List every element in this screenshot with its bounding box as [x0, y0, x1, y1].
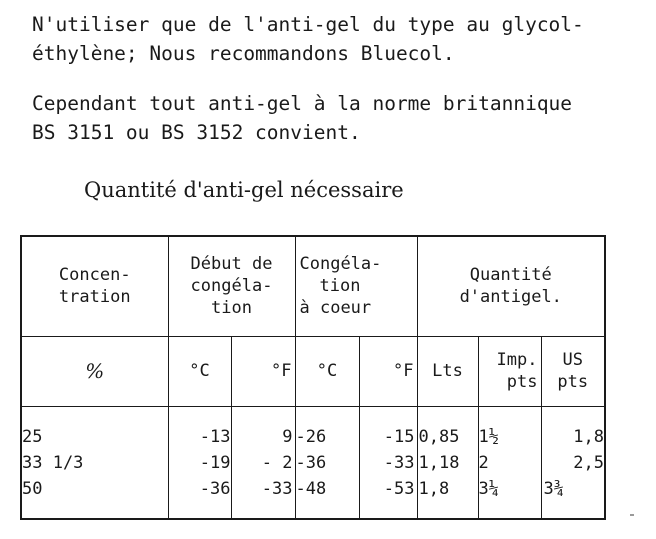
header-line: Imp. — [496, 350, 538, 370]
paragraph-antifreeze-type — [32, 10, 584, 68]
unit-debut-fahrenheit: °F — [231, 336, 295, 406]
unit-imperial-pints — [478, 336, 541, 406]
cell-value: 9 — [282, 426, 293, 447]
cell-value: -19 — [199, 452, 231, 473]
cell-value: -48 — [295, 478, 327, 499]
header-line: Congéla- — [299, 254, 382, 275]
cell-value: 1½ — [478, 426, 499, 447]
cell-value: -33 — [261, 478, 293, 499]
cell-value: -33 — [383, 452, 415, 473]
header-line: d'antigel. — [459, 287, 562, 308]
cell-concentration — [21, 406, 168, 519]
unit-coeur-fahrenheit: °F — [359, 336, 417, 406]
paragraph-british-standard — [32, 89, 572, 147]
cell-debut-celsius — [168, 406, 231, 519]
header-line: congéla- — [190, 276, 273, 297]
paragraph-line: N'utiliser que de l'anti-gel du type au glycol- — [32, 13, 584, 36]
cell-value: 33 1/3 — [22, 452, 84, 473]
paragraph-line: BS 3151 ou BS 3152 convient. — [32, 121, 361, 144]
cell-imperial-pints — [478, 406, 541, 519]
header-line: pts — [506, 372, 538, 392]
cell-value: -36 — [295, 452, 327, 473]
unit-us-pints — [541, 336, 605, 406]
cell-value: 3¾ — [543, 478, 564, 499]
header-line: à coeur — [299, 298, 372, 319]
paragraph-line: Cependant tout anti-gel à la norme britannique — [32, 92, 573, 115]
header-line: tion — [211, 298, 252, 319]
cell-value: 3¼ — [478, 478, 499, 499]
header-line: Début de — [190, 254, 273, 275]
cell-value: - 2 — [261, 452, 293, 473]
cell-value: 1,8 — [573, 426, 604, 447]
header-line: tration — [58, 287, 131, 308]
cell-value: -26 — [295, 426, 327, 447]
header-quantite-antigel — [417, 236, 605, 336]
unit-coeur-celsius: °C — [295, 336, 359, 406]
cell-value: -15 — [383, 426, 415, 447]
cell-coeur-celsius — [295, 406, 359, 519]
cell-value: 2,5 — [573, 452, 604, 473]
table-units-row — [21, 336, 605, 406]
cell-value: -13 — [199, 426, 231, 447]
cell-value: 0,85 — [418, 426, 460, 447]
unit-debut-celsius: °C — [168, 336, 231, 406]
header-line: pts — [557, 372, 589, 392]
unit-percent: % — [21, 336, 168, 406]
cell-value: -53 — [383, 478, 415, 499]
cell-value: 25 — [22, 426, 43, 447]
cell-value: 50 — [22, 478, 43, 499]
table-caption: Quantité d'anti-gel nécessaire — [84, 178, 404, 202]
header-line: US — [562, 350, 583, 370]
scan-speck — [630, 514, 634, 516]
cell-value: 1,8 — [418, 478, 450, 499]
cell-value: 1,18 — [418, 452, 460, 473]
header-debut-congelation — [168, 236, 295, 336]
paragraph-line: éthylène; Nous recommandons Bluecol. — [32, 42, 455, 65]
header-line: tion — [319, 276, 361, 297]
cell-value: -36 — [199, 478, 231, 499]
header-line: Concen- — [58, 265, 131, 286]
cell-value: 2 — [478, 452, 489, 473]
antifreeze-quantity-table — [20, 235, 606, 520]
unit-litres: Lts — [417, 336, 478, 406]
header-congelation-coeur — [295, 236, 417, 336]
header-concentration — [21, 236, 168, 336]
header-line: Quantité — [469, 265, 552, 286]
cell-coeur-fahrenheit — [359, 406, 417, 519]
cell-litres — [417, 406, 478, 519]
cell-debut-fahrenheit — [231, 406, 295, 519]
table-data-row — [21, 406, 605, 519]
table-header-row — [21, 236, 605, 336]
cell-us-pints — [541, 406, 605, 519]
